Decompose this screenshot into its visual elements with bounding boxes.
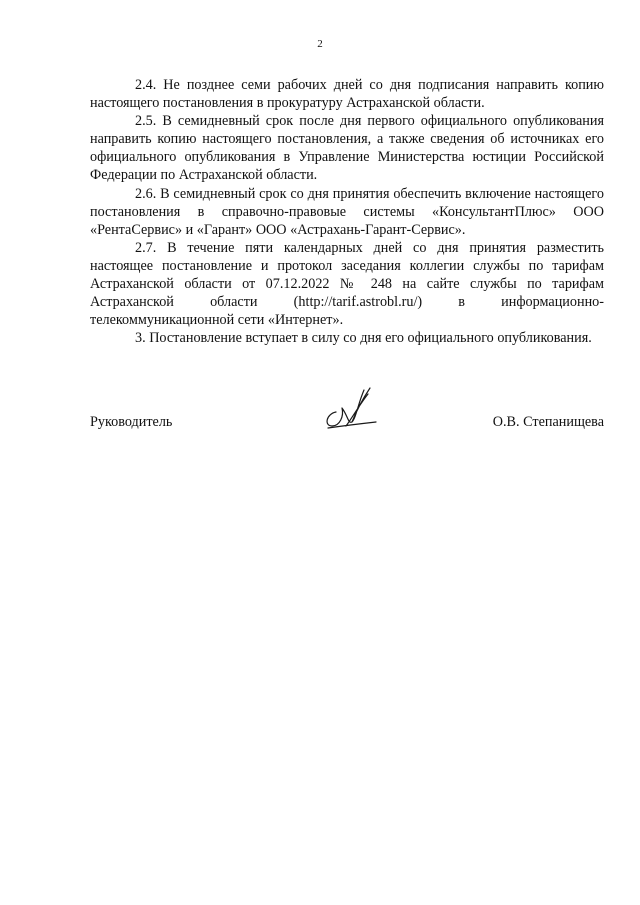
paragraph-2-6: 2.6. В семидневный срок со дня принятия обеспечить включение настоящего постановления в справочно-правовые системы «КонсультантПлюс» ООО «РентаСервис» и «Гарант» ООО «Астрахань-Гарант-Сервис». bbox=[90, 185, 604, 238]
signature-row bbox=[90, 414, 604, 434]
paragraph-2-5: 2.5. В семидневный срок после дня первого официального опубликования направить копию настоящего постановления, а также сведения об источниках его официального опубликования в Управление Министерства юстиции Российской Федерации по Астраханской области. bbox=[90, 113, 604, 184]
page-number: 2 bbox=[317, 38, 323, 50]
signatory-name: О.В. Степанищева bbox=[492, 414, 604, 430]
signatory-title: Руководитель bbox=[90, 414, 173, 430]
paragraph-2-7: 2.7. В течение пяти календарных дней со дня принятия разместить настоящее постановление и протокол заседания коллегии службы по тарифам Астраханской области от 07.12.2022 № 248 на сайте службы по тарифам Астраханской области (http://tarif.astrobl.ru/) в информационно-телекоммуникационной сети «Интернет». bbox=[90, 239, 604, 329]
document-body bbox=[90, 76, 604, 347]
paragraph-3: 3. Постановление вступает в силу со дня его официального опубликования. bbox=[135, 330, 592, 347]
paragraph-2-4: 2.4. Не позднее семи рабочих дней со дня подписания направить копию настоящего постановления в прокуратуру Астраханской области. bbox=[90, 77, 604, 112]
